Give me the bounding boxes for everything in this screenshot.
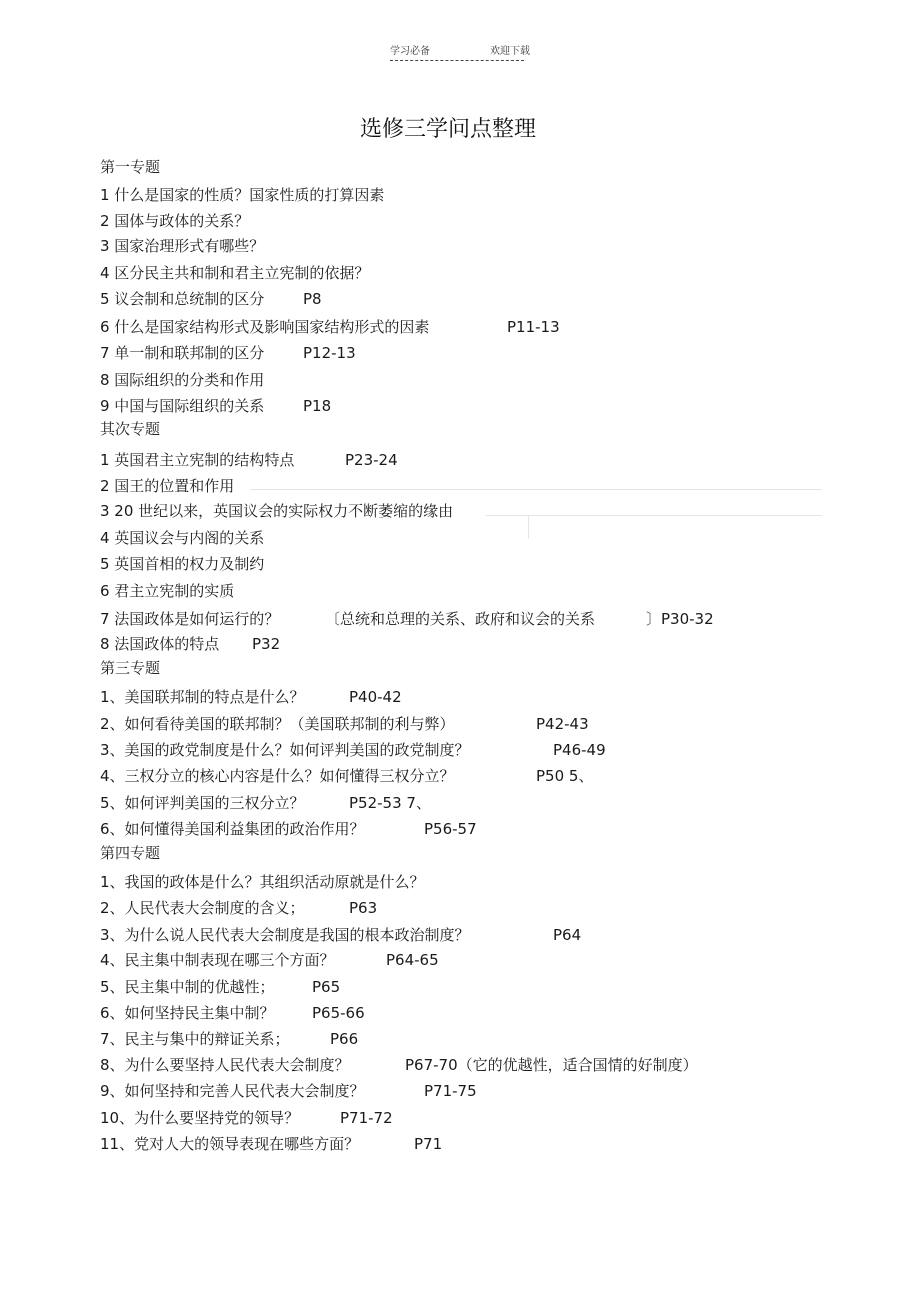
- page-reference: 〕P30-32: [646, 610, 714, 628]
- page-reference: P71-72: [340, 1109, 393, 1127]
- scan-artifact-line: [250, 489, 822, 490]
- page-reference: P18: [303, 397, 332, 415]
- list-item: [100, 1030, 359, 1048]
- section-heading: 其次专题: [100, 420, 161, 438]
- item-text: 4、三权分立的核心内容是什么？如何懂得三权分立？: [100, 767, 455, 785]
- page-reference: P23-24: [345, 451, 398, 469]
- item-text: 6 君主立宪制的实质: [100, 582, 235, 600]
- item-text: 7 法国政体是如何运行的？: [100, 610, 280, 628]
- page-reference: P40-42: [349, 688, 402, 706]
- list-item: [100, 555, 264, 573]
- item-text: 10、为什么要坚持党的领导？: [100, 1109, 300, 1127]
- item-text: 6 什么是国家结构形式及影响国家结构形式的因素: [100, 318, 430, 336]
- list-item: [100, 741, 606, 759]
- item-text: 3 20 世纪以来，英国议会的实际权力不断萎缩的缘由: [100, 502, 454, 520]
- section-heading: 第四专题: [100, 844, 161, 862]
- item-text: 5、民主集中制的优越性；: [100, 978, 275, 996]
- item-text: 4、民主集中制表现在哪三个方面？: [100, 951, 335, 969]
- item-text: 8 法国政体的特点: [100, 635, 220, 653]
- list-item: [100, 1056, 698, 1074]
- list-item: [100, 451, 398, 469]
- list-item: [100, 344, 356, 362]
- item-text: 9 中国与国际组织的关系: [100, 397, 265, 415]
- scan-artifact-line: [486, 515, 822, 516]
- item-text: 3 国家治理形式有哪些？: [100, 237, 265, 255]
- page-reference: P12-13: [303, 344, 356, 362]
- list-item: [100, 397, 332, 415]
- item-text: 3、为什么说人民代表大会制度是我国的根本政治制度？: [100, 926, 470, 944]
- document-title: 选修三学问点整理: [359, 117, 536, 142]
- item-text: 2 国王的位置和作用: [100, 477, 235, 495]
- item-text: 4 英国议会与内阁的关系: [100, 529, 265, 547]
- page-reference: P71: [414, 1135, 443, 1153]
- list-item: [100, 212, 249, 230]
- page-reference: P32: [252, 635, 281, 653]
- list-item: [100, 926, 582, 944]
- item-text: 7 单一制和联邦制的区分: [100, 344, 265, 362]
- scan-artifact-line: [528, 515, 529, 539]
- list-item: [100, 1135, 443, 1153]
- list-item: [100, 371, 264, 389]
- list-item: [100, 1004, 365, 1022]
- page-reference: P64: [553, 926, 582, 944]
- item-text: 1、美国联邦制的特点是什么？: [100, 688, 305, 706]
- list-item: [100, 582, 234, 600]
- list-item: [100, 794, 431, 812]
- page-reference: P52-53 7、: [349, 794, 431, 812]
- page-reference: P66: [330, 1030, 359, 1048]
- page-reference: P63: [349, 899, 378, 917]
- item-text: 1 什么是国家的性质？国家性质的打算因素: [100, 186, 385, 204]
- list-item: [100, 237, 264, 255]
- list-item: [100, 318, 560, 336]
- header-right-text: 欢迎下载: [490, 46, 530, 57]
- page-reference: P56-57: [424, 820, 477, 838]
- list-item: [100, 502, 453, 520]
- item-text: 3、美国的政党制度是什么？如何评判美国的政党制度？: [100, 741, 470, 759]
- list-item: [100, 290, 322, 308]
- list-item: [100, 1082, 477, 1100]
- list-item: [100, 820, 477, 838]
- list-item: [100, 899, 378, 917]
- list-item: [100, 610, 714, 628]
- item-note: 〔总统和总理的关系、政府和议会的关系: [325, 610, 596, 628]
- list-item: [100, 264, 369, 282]
- item-text: 1 英国君主立宪制的结构特点: [100, 451, 295, 469]
- item-text: 2、人民代表大会制度的含义；: [100, 899, 305, 917]
- list-item: [100, 767, 594, 785]
- list-item: [100, 635, 281, 653]
- list-item: [100, 978, 341, 996]
- page-reference: P64-65: [386, 951, 439, 969]
- item-text: 5 议会制和总统制的区分: [100, 290, 265, 308]
- item-text: 6、如何坚持民主集中制？: [100, 1004, 275, 1022]
- list-item: [100, 186, 384, 204]
- item-text: 8 国际组织的分类和作用: [100, 371, 265, 389]
- page-reference: P46-49: [553, 741, 606, 759]
- page-reference: P50 5、: [536, 767, 594, 785]
- header-left-text: 学习必备: [390, 46, 430, 57]
- header-rule: [390, 60, 524, 61]
- page-reference: P42-43: [536, 715, 589, 733]
- page-reference: P8: [303, 290, 322, 308]
- list-item: [100, 951, 439, 969]
- item-text: 2、如何看待美国的联邦制？（美国联邦制的利与弊）: [100, 715, 455, 733]
- page-reference: P71-75: [424, 1082, 477, 1100]
- item-text: 2 国体与政体的关系？: [100, 212, 250, 230]
- page-reference: P67-70（它的优越性，适合国情的好制度）: [405, 1056, 698, 1074]
- item-text: 6、如何懂得美国利益集团的政治作用？: [100, 820, 365, 838]
- list-item: [100, 1109, 393, 1127]
- section-heading: 第三专题: [100, 659, 161, 677]
- page-reference: P11-13: [507, 318, 560, 336]
- list-item: [100, 715, 589, 733]
- page-reference: P65: [312, 978, 341, 996]
- list-item: [100, 477, 234, 495]
- page-header: [390, 42, 530, 57]
- section-heading: 第一专题: [100, 158, 161, 176]
- item-text: 7、民主与集中的辩证关系；: [100, 1030, 290, 1048]
- item-text: 9、如何坚持和完善人民代表大会制度？: [100, 1082, 365, 1100]
- page-reference: P65-66: [312, 1004, 365, 1022]
- item-text: 1、我国的政体是什么？其组织活动原就是什么？: [100, 873, 425, 891]
- list-item: [100, 529, 264, 547]
- list-item: [100, 873, 425, 891]
- item-text: 5 英国首相的权力及制约: [100, 555, 265, 573]
- item-text: 4 区分民主共和制和君主立宪制的依据？: [100, 264, 370, 282]
- item-text: 11、党对人大的领导表现在哪些方面？: [100, 1135, 360, 1153]
- item-text: 5、如何评判美国的三权分立？: [100, 794, 305, 812]
- list-item: [100, 688, 402, 706]
- item-text: 8、为什么要坚持人民代表大会制度？: [100, 1056, 350, 1074]
